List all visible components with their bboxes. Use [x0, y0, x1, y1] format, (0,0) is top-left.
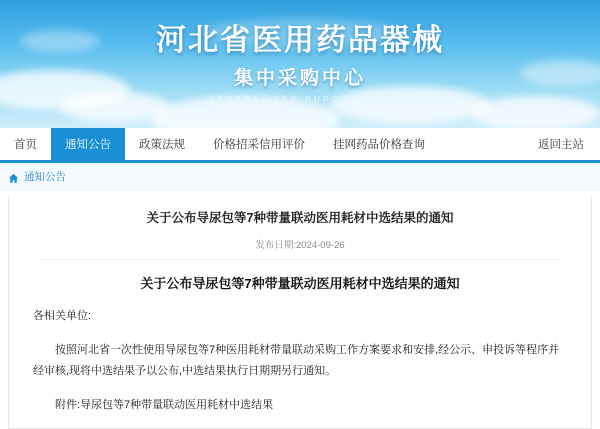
- nav-item-price-query[interactable]: 挂网药品价格查询: [333, 139, 425, 151]
- article-header-title: 关于公布导尿包等7种带量联动医用耗材中选结果的通知: [146, 211, 454, 225]
- document-title: 关于公布导尿包等7种带量联动医用耗材中选结果的通知: [140, 275, 460, 291]
- breadcrumb-current[interactable]: 通知公告: [24, 170, 66, 183]
- nav-spacer: [439, 128, 524, 160]
- nav-item-home[interactable]: 首页: [14, 139, 37, 151]
- nav-item-policies[interactable]: 政策法规: [139, 139, 185, 151]
- article-card: [8, 197, 592, 429]
- nav-item-notices[interactable]: 通知公告: [51, 128, 125, 160]
- breadcrumb: [0, 163, 600, 190]
- site-title-english: CENTRALIZED PURCHASING: [209, 95, 391, 104]
- document-attachment-line: 附件:导尿包等7种带量联动医用耗材中选结果: [55, 398, 274, 411]
- article-header: [9, 197, 591, 260]
- document-paragraph: 各相关单位:: [33, 310, 92, 323]
- site-title: 河北省医用药品器械: [156, 24, 444, 57]
- main-navigation: [0, 128, 600, 163]
- site-subtitle: 集中采购中心: [233, 68, 366, 89]
- document-body: [33, 306, 567, 416]
- document-paragraph: 按照河北省一次性使用导尿包等7种医用耗材带量联动采购工作方案要求和安排,经公示、申投诉等程序并经审核,现将中选结果予以公布,中选结果执行日期期另行通知。: [33, 344, 560, 378]
- nav-item-return-main-site[interactable]: 返回主站: [538, 139, 584, 151]
- nav-item-credit-evaluation[interactable]: 价格招采信用评价: [213, 139, 305, 151]
- article-publish-date: 发布日期:2024-09-26: [39, 237, 561, 260]
- site-banner: [0, 0, 600, 128]
- home-icon: [8, 171, 19, 182]
